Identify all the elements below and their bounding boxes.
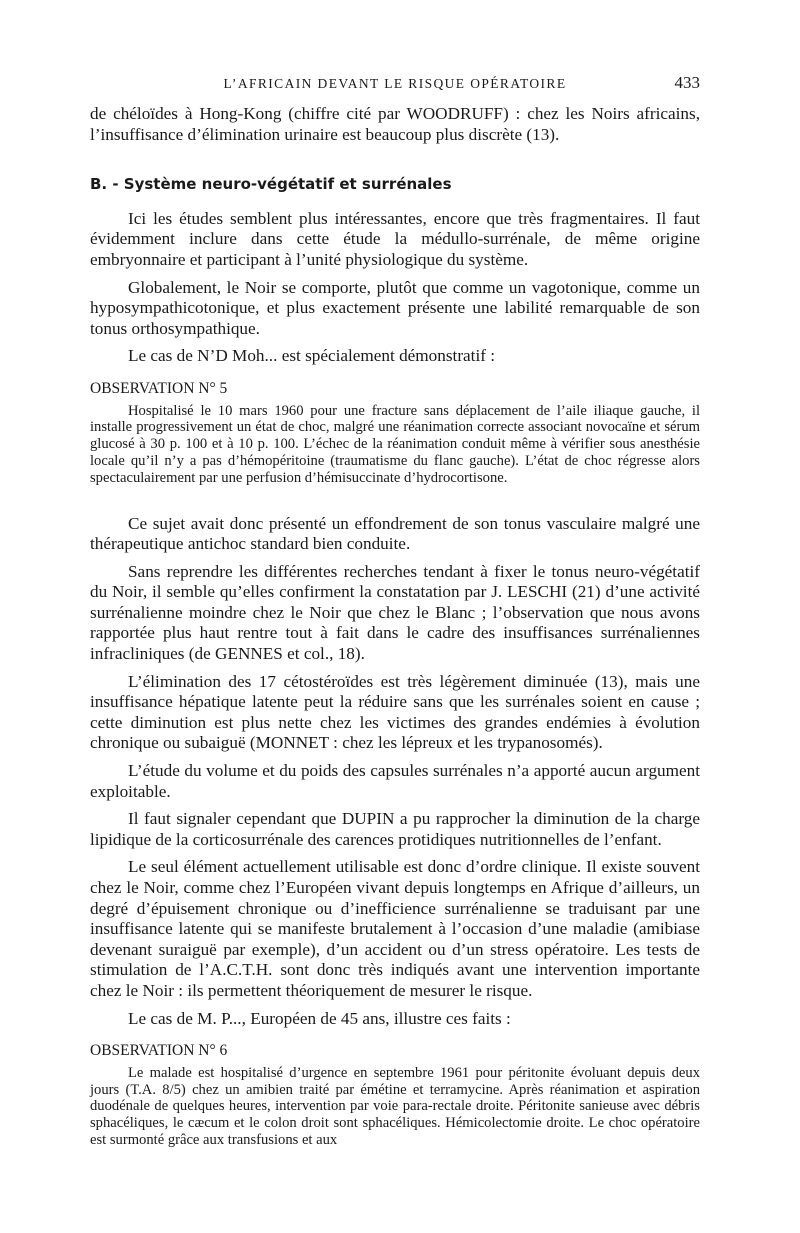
page-number: 433	[674, 73, 700, 92]
paragraph: L’élimination des 17 cétostéroïdes est très légèrement diminuée (13), mais une insuffisance hépatique latente peut la réduire sans que les surrénales soient en cause ; cette diminution est plus nette chez les victimes des grandes endémies à évolution chronique ou subaiguë (MONNET : chez les lépreux et les trypanosomés).	[90, 671, 700, 753]
paragraph: Ce sujet avait donc présenté un effondrement de son tonus vasculaire malgré une thérapeutique antichoc standard bien conduite.	[90, 513, 700, 554]
observation-text: Le malade est hospitalisé d’urgence en septembre 1961 pour péritonite évoluant depuis deux jours (T.A. 8/5) chez un amibien traité par émétine et terramycine. Après réanimation et aspiration duodénale de quelques heures, intervention par voie para-rectale droite. Péritonite sanieuse avec débris sphacéliques, le cæcum et le colon droit sont sphacéliques. Hémicolectomie droite. Le choc opératoire est surmonté grâce aux transfusions et aux	[90, 1064, 700, 1148]
paragraph: Ici les études semblent plus intéressantes, encore que très fragmentaires. Il faut évidemment inclure dans cette étude la médullo-surrénale, de même origine embryonnaire et participant à l’unité physiologique du système.	[90, 208, 700, 269]
paragraph: Il faut signaler cependant que DUPIN a pu rapprocher la diminution de la charge lipidique de la corticosurrénale des carences protidiques nutritionnelles de l’enfant.	[90, 809, 700, 849]
paragraph: L’étude du volume et du poids des capsules surrénales n’a apporté aucun argument exploitable.	[90, 761, 700, 801]
body-text	[90, 104, 700, 1153]
paragraph: Le seul élément actuellement utilisable est donc d’ordre clinique. Il existe souvent chez le Noir, comme chez l’Européen vivant depuis longtemps en Afrique d’ailleurs, un degré d’épuisement chronique ou d’inefficience surrénalienne se traduisant par une insuffisance latente qui se manifeste brutalement à l’occasion d’une maladie (amibiase devenant suraiguë par exemple), d’un accident ou d’un stress opératoire. Les tests de stimulation de l’A.C.T.H. sont donc très indiqués avant une intervention importante chez le Noir : ils permettent théoriquement de mesurer le risque.	[90, 857, 700, 1000]
section-heading: B. - Système neuro-végétatif et surrénales	[90, 175, 452, 194]
paragraph: Le cas de N’D Moh... est spécialement démonstratif :	[128, 346, 496, 366]
observation-title: OBSERVATION N° 5	[90, 379, 228, 397]
running-title: L’AFRICAIN DEVANT LE RISQUE OPÉRATOIRE	[223, 76, 567, 91]
observation-text: Hospitalisé le 10 mars 1960 pour une fracture sans déplacement de l’aile iliaque gauche, il installe progressivement un état de choc, malgré une réanimation correcte associant novocaïne et sérum glucosé à 30 p. 100 et à 10 p. 100. L’échec de la réanimation conduit même à vérifier sous anesthésie locale qu’il n’y a pas d’hémopéritoine (traumatisme du flanc gauche). L’état de choc régresse alors spectaculairement par une perfusion d’hémisuccinate d’hydrocortisone.	[90, 402, 700, 486]
page-header	[90, 73, 700, 96]
observation-title: OBSERVATION N° 6	[90, 1042, 228, 1060]
paragraph: Le cas de M. P..., Européen de 45 ans, illustre ces faits :	[128, 1008, 511, 1028]
paragraph: de chéloïdes à Hong-Kong (chiffre cité par WOODRUFF) : chez les Noirs africains, l’insuffisance d’élimination urinaire est beaucoup plus discrète (13).	[90, 104, 700, 144]
paragraph: Globalement, le Noir se comporte, plutôt que comme un vagotonique, comme un hyposympathicotonique, et plus exactement présente une labilité remarquable de son tonus orthosympathique.	[90, 277, 700, 338]
paragraph: Sans reprendre les différentes recherches tendant à fixer le tonus neuro-végétatif du Noir, il semble qu’elles confirment la constatation par J. LESCHI (21) d’une activité surrénalienne moindre chez le Noir que chez le Blanc ; l’observation que nous avons rapportée plus haut rentre tout à fait dans le cadre des insuffisances surrénaliennes infracliniques (de GENNES et col., 18).	[90, 561, 700, 664]
